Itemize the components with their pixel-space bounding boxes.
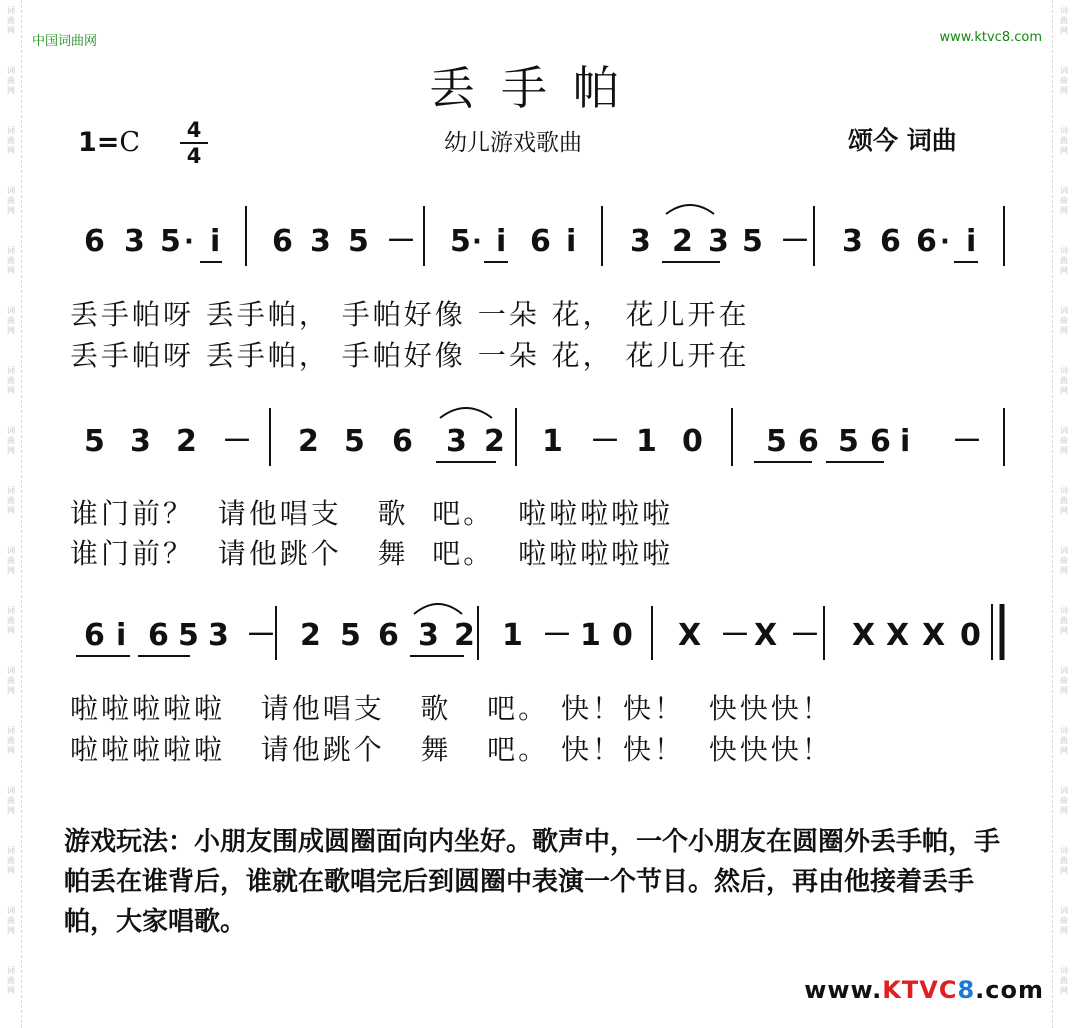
score-note: X xyxy=(754,618,778,653)
score-note: 5 xyxy=(348,224,369,259)
watermark-text: 词 曲 网 xyxy=(7,606,15,635)
score-note: 6 xyxy=(378,618,399,653)
score-note: 2 xyxy=(454,618,475,653)
score-note: X xyxy=(852,618,876,653)
score-note: 1 xyxy=(542,424,563,459)
watermark-text: 词 曲 网 xyxy=(1060,306,1068,335)
score-note: － xyxy=(790,618,820,653)
score-note: i xyxy=(210,224,221,259)
score-note: 5 xyxy=(838,424,859,459)
watermark-text: 词 曲 网 xyxy=(1060,66,1068,95)
time-signature-bottom: 4 xyxy=(186,144,202,168)
score-note: － xyxy=(720,618,750,653)
score-note: － xyxy=(952,424,982,459)
song-subtitle: 幼儿游戏歌曲 xyxy=(444,130,582,156)
watermark-text: 词 曲 网 xyxy=(7,126,15,155)
lyric-line-1-verse-1: 丢手帕呀 丢手帕， 手帕好像 一朵 花， 花儿开在 xyxy=(70,298,750,331)
watermark-text: 词 曲 网 xyxy=(7,486,15,515)
score-note: 6 xyxy=(84,224,105,259)
key-prefix: 1= xyxy=(78,127,120,158)
watermark-text: 词 曲 网 xyxy=(1060,186,1068,215)
footer-logo-ktvc: KTVC xyxy=(882,976,958,1004)
watermark-text: 词 曲 网 xyxy=(7,726,15,755)
watermark-text: 词 曲 网 xyxy=(1060,786,1068,815)
score-note: 2 xyxy=(176,424,197,459)
watermark-text: 词 曲 网 xyxy=(1060,666,1068,695)
score-note: － xyxy=(542,618,572,653)
score-note: 6 xyxy=(272,224,293,259)
watermark-text: 词 曲 网 xyxy=(1060,246,1068,275)
watermark-text: 词 曲 网 xyxy=(7,786,15,815)
score-note: － xyxy=(246,618,276,653)
score-note: － xyxy=(780,224,810,259)
watermark-text: 词 曲 网 xyxy=(1060,906,1068,935)
score-note: i xyxy=(900,424,911,459)
score-note: 3 xyxy=(418,618,439,653)
footer-logo xyxy=(804,976,1044,1004)
score-note: · xyxy=(472,227,482,257)
lyric-line-1-verse-2: 丢手帕呀 丢手帕， 手帕好像 一朵 花， 花儿开在 xyxy=(70,339,750,372)
left-watermark-strip xyxy=(0,0,22,1028)
score-line-3 xyxy=(70,616,1010,686)
score-note: 3 xyxy=(310,224,331,259)
score-note: 1 xyxy=(580,618,601,653)
score-note: · xyxy=(940,227,950,257)
score-note: 3 xyxy=(208,618,229,653)
footer-logo-www: www. xyxy=(804,976,883,1004)
score-note: － xyxy=(590,424,620,459)
score-note: 5 xyxy=(340,618,361,653)
score-note: i xyxy=(116,618,127,653)
watermark-text: 词 曲 网 xyxy=(1060,366,1068,395)
score-note: － xyxy=(386,224,416,259)
song-title: 丢手帕 xyxy=(429,61,645,115)
lyric-line-3-verse-1: 啦啦啦啦啦 请他唱支 歌 吧。 快！快！ 快快快！ xyxy=(70,692,833,725)
score-note: 0 xyxy=(960,618,981,653)
lyric-line-2-verse-2: 谁门前？ 请他跳个 舞 吧。 啦啦啦啦啦 xyxy=(70,537,674,570)
watermark-text: 词 曲 网 xyxy=(7,66,15,95)
watermark-text: 词 曲 网 xyxy=(7,966,15,995)
site-url-right: www.ktvc8.com xyxy=(939,30,1042,45)
score-note: 3 xyxy=(130,424,151,459)
score-note: 5 xyxy=(84,424,105,459)
score-note: 1 xyxy=(502,618,523,653)
score-note: 3 xyxy=(708,224,729,259)
score-note: 2 xyxy=(672,224,693,259)
score-note: 5 xyxy=(742,224,763,259)
score-note: 6 xyxy=(530,224,551,259)
watermark-text: 词 曲 网 xyxy=(7,666,15,695)
watermark-text: 词 曲 网 xyxy=(7,546,15,575)
score-note: 1 xyxy=(636,424,657,459)
site-name-left: 中国词曲网 xyxy=(32,34,98,49)
watermark-text: 词 曲 网 xyxy=(7,186,15,215)
score-note: 2 xyxy=(300,618,321,653)
score-note: 2 xyxy=(298,424,319,459)
watermark-text: 词 曲 网 xyxy=(1060,606,1068,635)
score-note: 5 xyxy=(160,224,181,259)
score-note: i xyxy=(496,224,507,259)
score-note: X xyxy=(922,618,946,653)
score-note: 2 xyxy=(484,424,505,459)
watermark-text: 词 曲 网 xyxy=(1060,126,1068,155)
score-note: 3 xyxy=(446,424,467,459)
watermark-text: 词 曲 网 xyxy=(1060,426,1068,455)
score-note: 6 xyxy=(870,424,891,459)
score-note: 5 xyxy=(766,424,787,459)
watermark-text: 词 曲 网 xyxy=(7,246,15,275)
watermark-text: 词 曲 网 xyxy=(7,366,15,395)
score-note: 0 xyxy=(682,424,703,459)
lyric-line-3-verse-2: 啦啦啦啦啦 请他跳个 舞 吧。 快！快！ 快快快！ xyxy=(70,733,833,766)
watermark-text: 词 曲 网 xyxy=(7,6,15,35)
score-note: 0 xyxy=(612,618,633,653)
lyric-line-2-verse-1: 谁门前？ 请他唱支 歌 吧。 啦啦啦啦啦 xyxy=(70,497,674,530)
score-note: 6 xyxy=(798,424,819,459)
score-note: 5 xyxy=(344,424,365,459)
song-author: 颂今 词曲 xyxy=(848,126,957,155)
score-note: 3 xyxy=(842,224,863,259)
game-instructions: 游戏玩法：小朋友围成圆圈面向内坐好。歌声中，一个小朋友在圆圈外丢手帕，手帕丢在谁背后，谁就在歌唱完后到圆圈中表演一个节目。然后，再由他接着丢手帕，大家唱歌。 xyxy=(64,827,1001,937)
score-note: 6 xyxy=(916,224,937,259)
score-note: 6 xyxy=(84,618,105,653)
key-note: C xyxy=(119,127,141,158)
time-signature-top: 4 xyxy=(186,118,202,142)
score-note: 3 xyxy=(630,224,651,259)
time-signature xyxy=(180,119,208,167)
key-signature xyxy=(78,127,140,158)
watermark-text: 词 曲 网 xyxy=(1060,6,1068,35)
watermark-text: 词 曲 网 xyxy=(7,906,15,935)
watermark-text: 词 曲 网 xyxy=(1060,726,1068,755)
watermark-text: 词 曲 网 xyxy=(1060,486,1068,515)
watermark-text: 词 曲 网 xyxy=(7,306,15,335)
score-note: 6 xyxy=(148,618,169,653)
score-note: 3 xyxy=(124,224,145,259)
footer-logo-8: 8 xyxy=(957,976,976,1004)
score-note: － xyxy=(222,424,252,459)
watermark-text: 词 曲 网 xyxy=(1060,966,1068,995)
score-note: X xyxy=(886,618,910,653)
score-line-1 xyxy=(70,222,1010,292)
watermark-text: 词 曲 网 xyxy=(7,846,15,875)
score-note: 5 xyxy=(178,618,199,653)
watermark-text: 词 曲 网 xyxy=(7,426,15,455)
score-line-2 xyxy=(70,422,1010,492)
score-note: i xyxy=(966,224,977,259)
watermark-text: 词 曲 网 xyxy=(1060,846,1068,875)
score-note: 6 xyxy=(392,424,413,459)
score-note: · xyxy=(184,227,194,257)
score-note: i xyxy=(566,224,577,259)
score-note: 5 xyxy=(450,224,471,259)
watermark-text: 词 曲 网 xyxy=(1060,546,1068,575)
score-note: 6 xyxy=(880,224,901,259)
right-watermark-strip xyxy=(1052,0,1074,1028)
score-note: X xyxy=(678,618,702,653)
footer-logo-com: .com xyxy=(975,976,1044,1004)
